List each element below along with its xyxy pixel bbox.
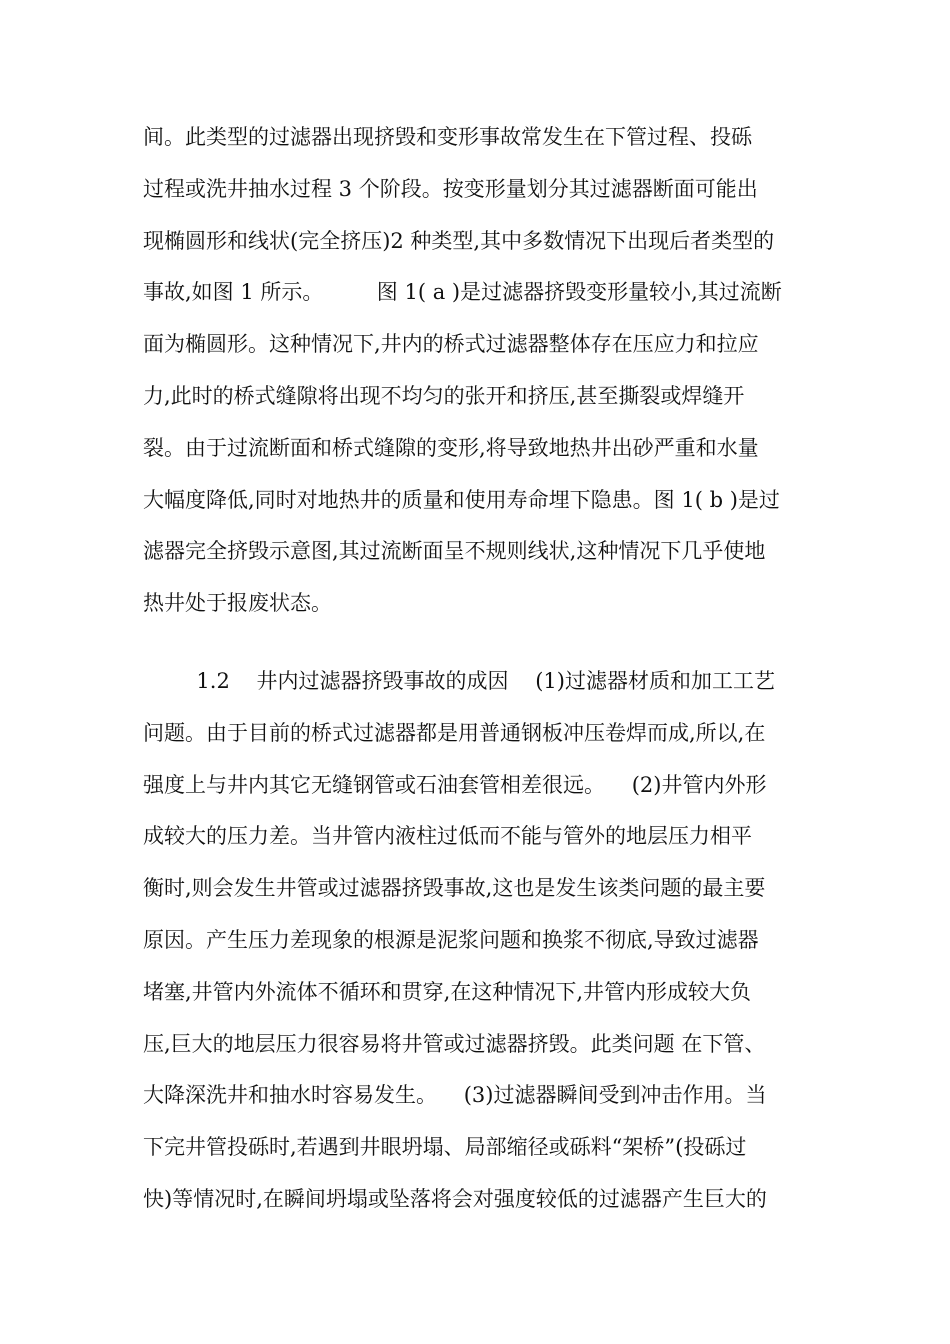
text-line: 裂。由于过流断面和桥式缝隙的变形,将导致地热井出砂严重和水量 xyxy=(143,435,759,460)
text-line: 快)等情况时,在瞬间坍塌或坠落将会对强度较低的过滤器产生巨大的 xyxy=(143,1186,767,1211)
text-line: 滤器完全挤毁示意图,其过流断面呈不规则线状,这种情况下几乎使地 xyxy=(143,539,766,564)
text-line: 力,此时的桥式缝隙将出现不均匀的张开和挤压,甚至撕裂或焊缝开 xyxy=(143,383,745,408)
text-line: 热井处于报废状态。 xyxy=(143,591,332,616)
text-line: 堵塞,井管内外流体不循环和贯穿,在这种情况下,井管内形成较大负 xyxy=(143,979,752,1004)
paragraph-2 xyxy=(143,656,807,1226)
text-line: 间。此类型的过滤器出现挤毁和变形事故常发生在下管过程、投砾 xyxy=(143,125,752,149)
document-body xyxy=(143,112,807,1226)
text-line: 问题。由于目前的桥式过滤器都是用普通钢板冲压卷焊而成,所以,在 xyxy=(143,720,766,745)
text-line: 1.2 井内过滤器挤毁事故的成因 (1)过滤器材质和加工工艺 xyxy=(143,668,775,693)
text-line: 事故,如图 1 所示。 图 1( a )是过滤器挤毁变形量较小,其过流断 xyxy=(143,280,782,305)
paragraph-spacer xyxy=(143,630,807,656)
text-line: 大降深洗井和抽水时容易发生。 (3)过滤器瞬间受到冲击作用。当 xyxy=(143,1083,767,1108)
text-line: 现椭圆形和线状(完全挤压)2 种类型,其中多数情况下出现后者类型的 xyxy=(143,228,775,253)
text-line: 成较大的压力差。当井管内液柱过低而不能与管外的地层压力相平 xyxy=(143,824,752,849)
text-line: 面为椭圆形。这种情况下,井内的桥式过滤器整体存在压应力和拉应 xyxy=(143,332,759,357)
text-line: 压,巨大的地层压力很容易将井管或过滤器挤毁。此类问题 在下管、 xyxy=(143,1031,766,1056)
text-line: 原因。产生压力差现象的根源是泥浆问题和换浆不彻底,导致过滤器 xyxy=(143,927,759,952)
text-line: 强度上与井内其它无缝钢管或石油套管相差很远。 (2)井管内外形 xyxy=(143,772,767,797)
text-line: 大幅度降低,同时对地热井的质量和使用寿命埋下隐患。图 1( b )是过 xyxy=(143,487,780,512)
text-line: 过程或洗井抽水过程 3 个阶段。按变形量划分其过滤器断面可能出 xyxy=(143,176,758,201)
text-line: 下完井管投砾时,若遇到井眼坍塌、局部缩径或砾料“架桥”(投砾过 xyxy=(143,1135,747,1160)
paragraph-1 xyxy=(143,112,807,630)
text-line: 衡时,则会发生井管或过滤器挤毁事故,这也是发生该类问题的最主要 xyxy=(143,876,766,901)
